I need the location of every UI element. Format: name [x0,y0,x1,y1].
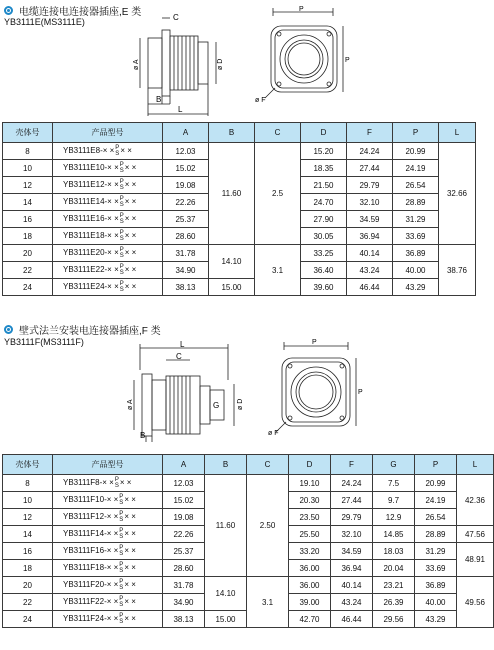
socket-label: S [119,219,124,225]
cell-shell: 22 [3,594,53,611]
label-b: B [140,431,146,440]
pin-socket-indicator [120,162,124,174]
cell-shell: 8 [3,475,53,492]
part-number-prefix: YB3111E10-× × [63,163,119,173]
pin-socket-indicator [115,477,119,489]
socket-label: S [119,517,124,523]
part-number-cell [53,509,163,526]
label-l: L [180,340,185,349]
header-p: P [415,455,457,475]
cell-shell: 14 [3,526,53,543]
pin-socket-indicator [120,196,124,208]
cell-d: 15.20 [301,143,347,160]
part-number-cell [53,577,163,594]
part-number-cell [53,143,163,160]
cell-a: 28.60 [163,560,205,577]
cell-a: 19.08 [163,177,209,194]
part-number-prefix: YB3111E12-× × [63,180,119,190]
header-shell: 壳体号 [3,455,53,475]
cell-d: 24.70 [301,194,347,211]
connector-e-side-view-drawing [130,8,225,120]
pin-socket-indicator [119,562,123,574]
part-number-suffix: × × [124,614,136,624]
label-p-top: P [312,339,317,346]
cell-f: 43.24 [347,262,393,279]
header-part-number: 产品型号 [53,123,163,143]
cell-d: 36.40 [301,262,347,279]
cell-c-merged: 2.50 [247,475,289,577]
part-number-prefix: YB3111F16-× × [63,546,119,556]
pin-socket-indicator [120,230,124,242]
cell-f: 27.44 [331,492,373,509]
part-number-cell [53,177,163,194]
pin-socket-indicator [120,247,124,259]
part-number-suffix: × × [124,580,136,590]
section-e-title [4,3,141,18]
cell-b-merged: 15.00 [205,611,247,628]
part-number-cell [53,560,163,577]
cell-a: 25.37 [163,211,209,228]
cell-d: 30.05 [301,228,347,245]
table-row [3,279,476,296]
cell-l-merged: 49.56 [457,577,494,628]
cell-f: 27.44 [347,160,393,177]
part-number-suffix: × × [124,214,137,224]
cell-d: 25.50 [289,526,331,543]
cell-p: 33.69 [415,560,457,577]
header-f: F [331,455,373,475]
cell-d: 36.00 [289,560,331,577]
part-number-suffix: × × [124,248,137,258]
cell-a: 12.03 [163,475,205,492]
part-number-prefix: YB3111F18-× × [63,563,119,573]
pin-socket-indicator [120,179,124,191]
cell-a: 15.02 [163,492,205,509]
part-number-cell [53,492,163,509]
pin-label: P [119,562,124,568]
label-a: ø A [127,399,134,410]
socket-label: S [119,236,124,242]
cell-a: 25.37 [163,543,205,560]
cell-b-merged: 14.10 [209,245,255,279]
socket-label: S [119,619,124,625]
cell-a: 22.26 [163,194,209,211]
pin-socket-indicator [119,596,123,608]
label-f: ø F [255,97,266,104]
cell-shell: 8 [3,143,53,160]
cell-a: 31.78 [163,245,209,262]
part-number-cell [53,611,163,628]
label-p-top: P [299,6,304,13]
cell-b-merged: 11.60 [205,475,247,577]
pin-socket-indicator [119,511,123,523]
pin-socket-indicator [119,528,123,540]
cell-d: 21.50 [301,177,347,194]
connector-e-front-view-drawing [255,4,355,104]
cell-p: 20.99 [415,475,457,492]
cell-shell: 22 [3,262,53,279]
cell-p: 33.69 [393,228,439,245]
pin-label: P [119,247,124,253]
cell-shell: 12 [3,509,53,526]
cell-f: 29.79 [331,509,373,526]
cell-p: 20.99 [393,143,439,160]
pin-socket-indicator [119,545,123,557]
cell-p: 28.89 [393,194,439,211]
header-shell: 壳体号 [3,123,53,143]
pin-socket-indicator [115,145,119,157]
cell-a: 28.60 [163,228,209,245]
cell-g: 29.56 [373,611,415,628]
cell-f: 32.10 [347,194,393,211]
cell-f: 24.24 [331,475,373,492]
part-number-cell [53,160,163,177]
pin-socket-indicator [119,613,123,625]
part-number-prefix: YB3111E24-× × [63,282,119,292]
pin-label: P [119,545,124,551]
part-number-cell [53,245,163,262]
cell-a: 34.90 [163,262,209,279]
bullet-icon [4,325,13,334]
cell-a: 38.13 [163,279,209,296]
part-number-prefix: YB3111E20-× × [63,248,119,258]
part-number-prefix: YB3111F20-× × [63,580,119,590]
section-e-title-text: 电缆连接电连接器插座,E 类 [19,7,142,18]
pin-label: P [119,281,124,287]
cell-p: 31.29 [415,543,457,560]
cell-c-merged: 3.1 [247,577,289,628]
cell-a: 31.78 [163,577,205,594]
part-number-prefix: YB3111E18-× × [63,231,119,241]
cell-d: 36.00 [289,577,331,594]
cell-d: 20.30 [289,492,331,509]
pin-label: P [119,264,124,270]
socket-label: S [119,585,124,591]
cell-g: 23.21 [373,577,415,594]
cell-p: 28.89 [415,526,457,543]
cell-f: 24.24 [347,143,393,160]
socket-label: S [119,568,124,574]
cell-f: 34.59 [331,543,373,560]
cell-g: 7.5 [373,475,415,492]
part-number-suffix: × × [124,180,137,190]
cell-p: 43.29 [415,611,457,628]
pin-label: P [119,579,124,585]
label-d: ø D [217,58,224,70]
socket-label: S [119,253,124,259]
cell-d: 33.25 [301,245,347,262]
part-number-cell [53,594,163,611]
cell-a: 15.02 [163,160,209,177]
pin-socket-indicator [120,213,124,225]
part-number-suffix: × × [124,231,137,241]
cell-g: 18.03 [373,543,415,560]
part-number-suffix: × × [120,146,132,156]
part-number-suffix: × × [124,163,137,173]
label-c: C [176,352,182,361]
part-number-prefix: YB3111F12-× × [63,512,119,522]
cell-a: 38.13 [163,611,205,628]
part-number-suffix: × × [124,563,136,573]
part-number-cell [53,279,163,296]
table-row [3,577,494,594]
cell-l-merged: 48.91 [457,543,494,577]
cell-l-merged: 42.36 [457,475,494,526]
part-number-cell [53,543,163,560]
section-e-table [2,122,476,296]
cell-shell: 20 [3,577,53,594]
cell-g: 12.9 [373,509,415,526]
header-a: A [163,455,205,475]
socket-label: S [119,602,124,608]
cell-shell: 18 [3,560,53,577]
pin-label: P [119,196,124,202]
part-number-cell [53,262,163,279]
header-l: L [457,455,494,475]
table-header-row [3,455,494,475]
header-c: C [255,123,301,143]
cell-p: 36.89 [393,245,439,262]
part-number-prefix: YB3111E8-× × [63,146,115,156]
cell-b-merged: 15.00 [209,279,255,296]
part-number-suffix: × × [124,512,136,522]
pin-socket-indicator [119,579,123,591]
pin-label: P [119,213,124,219]
cell-a: 22.26 [163,526,205,543]
cell-p: 24.19 [393,160,439,177]
socket-label: S [119,551,124,557]
part-number-suffix: × × [119,478,132,488]
part-number-prefix: YB3111F24-× × [63,614,119,624]
part-number-suffix: × × [124,495,136,505]
part-number-prefix: YB3111F8-× × [63,478,114,488]
label-d: ø D [237,398,244,410]
pin-label: P [119,230,124,236]
cell-g: 14.85 [373,526,415,543]
cell-b-merged: 11.60 [209,143,255,245]
pin-label: P [119,494,124,500]
pin-label: P [119,511,124,517]
socket-label: S [119,168,124,174]
cell-g: 9.7 [373,492,415,509]
cell-f: 29.79 [347,177,393,194]
pin-socket-indicator [119,494,123,506]
label-f: ø F [268,430,279,437]
cell-d: 33.20 [289,543,331,560]
section-f-model: YB3111F(MS3111F) [4,337,84,347]
cell-c-merged: 3.1 [255,245,301,296]
table-row [3,475,494,492]
part-number-prefix: YB3111F22-× × [63,597,119,607]
table-row [3,245,476,262]
cell-p: 24.19 [415,492,457,509]
socket-label: S [119,500,124,506]
cell-d: 18.35 [301,160,347,177]
cell-p: 40.00 [393,262,439,279]
cell-d: 23.50 [289,509,331,526]
cell-f: 46.44 [347,279,393,296]
cell-f: 40.14 [347,245,393,262]
label-l: L [178,105,183,114]
cell-shell: 14 [3,194,53,211]
cell-a: 19.08 [163,509,205,526]
cell-f: 40.14 [331,577,373,594]
cell-shell: 16 [3,543,53,560]
cell-p: 43.29 [393,279,439,296]
part-number-suffix: × × [124,265,137,275]
socket-label: S [114,483,119,489]
label-p-side: P [358,389,363,396]
cell-shell: 16 [3,211,53,228]
cell-shell: 24 [3,611,53,628]
label-b: B [156,95,162,104]
pin-label: P [119,528,124,534]
pin-label: P [119,179,124,185]
connector-f-side-view-drawing [110,340,250,445]
header-d: D [301,123,347,143]
part-number-suffix: × × [124,546,136,556]
pin-label: P [114,477,119,483]
pin-label: P [119,613,124,619]
section-f-title [4,322,161,337]
part-number-cell [53,211,163,228]
cell-f: 34.59 [347,211,393,228]
cell-shell: 18 [3,228,53,245]
cell-f: 43.24 [331,594,373,611]
header-g: G [373,455,415,475]
cell-shell: 24 [3,279,53,296]
cell-f: 32.10 [331,526,373,543]
pin-socket-indicator [120,264,124,276]
pin-label: P [115,145,120,151]
cell-c-merged: 2.5 [255,143,301,245]
cell-a: 34.90 [163,594,205,611]
cell-f: 46.44 [331,611,373,628]
table-header-row [3,123,476,143]
cell-g: 26.39 [373,594,415,611]
socket-label: S [119,287,124,293]
bullet-icon [4,6,13,15]
cell-l-merged: 32.66 [439,143,476,245]
pin-label: P [119,162,124,168]
pin-socket-indicator [120,281,124,293]
cell-l-merged: 38.76 [439,245,476,296]
header-a: A [163,123,209,143]
header-p: P [393,123,439,143]
part-number-prefix: YB3111E22-× × [63,265,119,275]
cell-p: 31.29 [393,211,439,228]
table-row [3,143,476,160]
header-d: D [289,455,331,475]
label-a: ø A [133,59,140,70]
part-number-cell [53,526,163,543]
section-f-title-text: 壁式法兰安装电连接器插座,F 类 [19,326,161,337]
socket-label: S [119,270,124,276]
label-p-side: P [345,57,350,64]
part-number-cell [53,228,163,245]
header-c: C [247,455,289,475]
cell-shell: 20 [3,245,53,262]
cell-shell: 10 [3,160,53,177]
cell-d: 19.10 [289,475,331,492]
part-number-prefix: YB3111E14-× × [63,197,119,207]
part-number-prefix: YB3111E16-× × [63,214,119,224]
section-f-table [2,454,494,628]
cell-a: 12.03 [163,143,209,160]
cell-d: 39.00 [289,594,331,611]
part-number-suffix: × × [124,529,136,539]
cell-shell: 10 [3,492,53,509]
socket-label: S [115,151,120,157]
part-number-suffix: × × [124,197,137,207]
part-number-cell [53,475,163,492]
header-part-number: 产品型号 [53,455,163,475]
socket-label: S [119,202,124,208]
socket-label: S [119,185,124,191]
part-number-prefix: YB3111F14-× × [63,529,119,539]
section-e-model: YB3111E(MS3111E) [4,17,85,27]
label-c: C [173,13,179,22]
cell-p: 26.54 [415,509,457,526]
cell-p: 36.89 [415,577,457,594]
cell-shell: 12 [3,177,53,194]
part-number-suffix: × × [124,282,137,292]
pin-label: P [119,596,124,602]
label-g: G [213,401,220,410]
cell-d: 39.60 [301,279,347,296]
header-b: B [209,123,255,143]
cell-b-merged: 14.10 [205,577,247,611]
cell-f: 36.94 [347,228,393,245]
cell-d: 42.70 [289,611,331,628]
socket-label: S [119,534,124,540]
part-number-prefix: YB3111F10-× × [63,495,119,505]
part-number-cell [53,194,163,211]
cell-l-merged: 47.56 [457,526,494,543]
cell-f: 36.94 [331,560,373,577]
cell-p: 26.54 [393,177,439,194]
part-number-suffix: × × [124,597,136,607]
cell-p: 40.00 [415,594,457,611]
header-f: F [347,123,393,143]
cell-d: 27.90 [301,211,347,228]
header-b: B [205,455,247,475]
header-l: L [439,123,476,143]
connector-f-front-view-drawing [268,336,368,436]
cell-g: 20.04 [373,560,415,577]
